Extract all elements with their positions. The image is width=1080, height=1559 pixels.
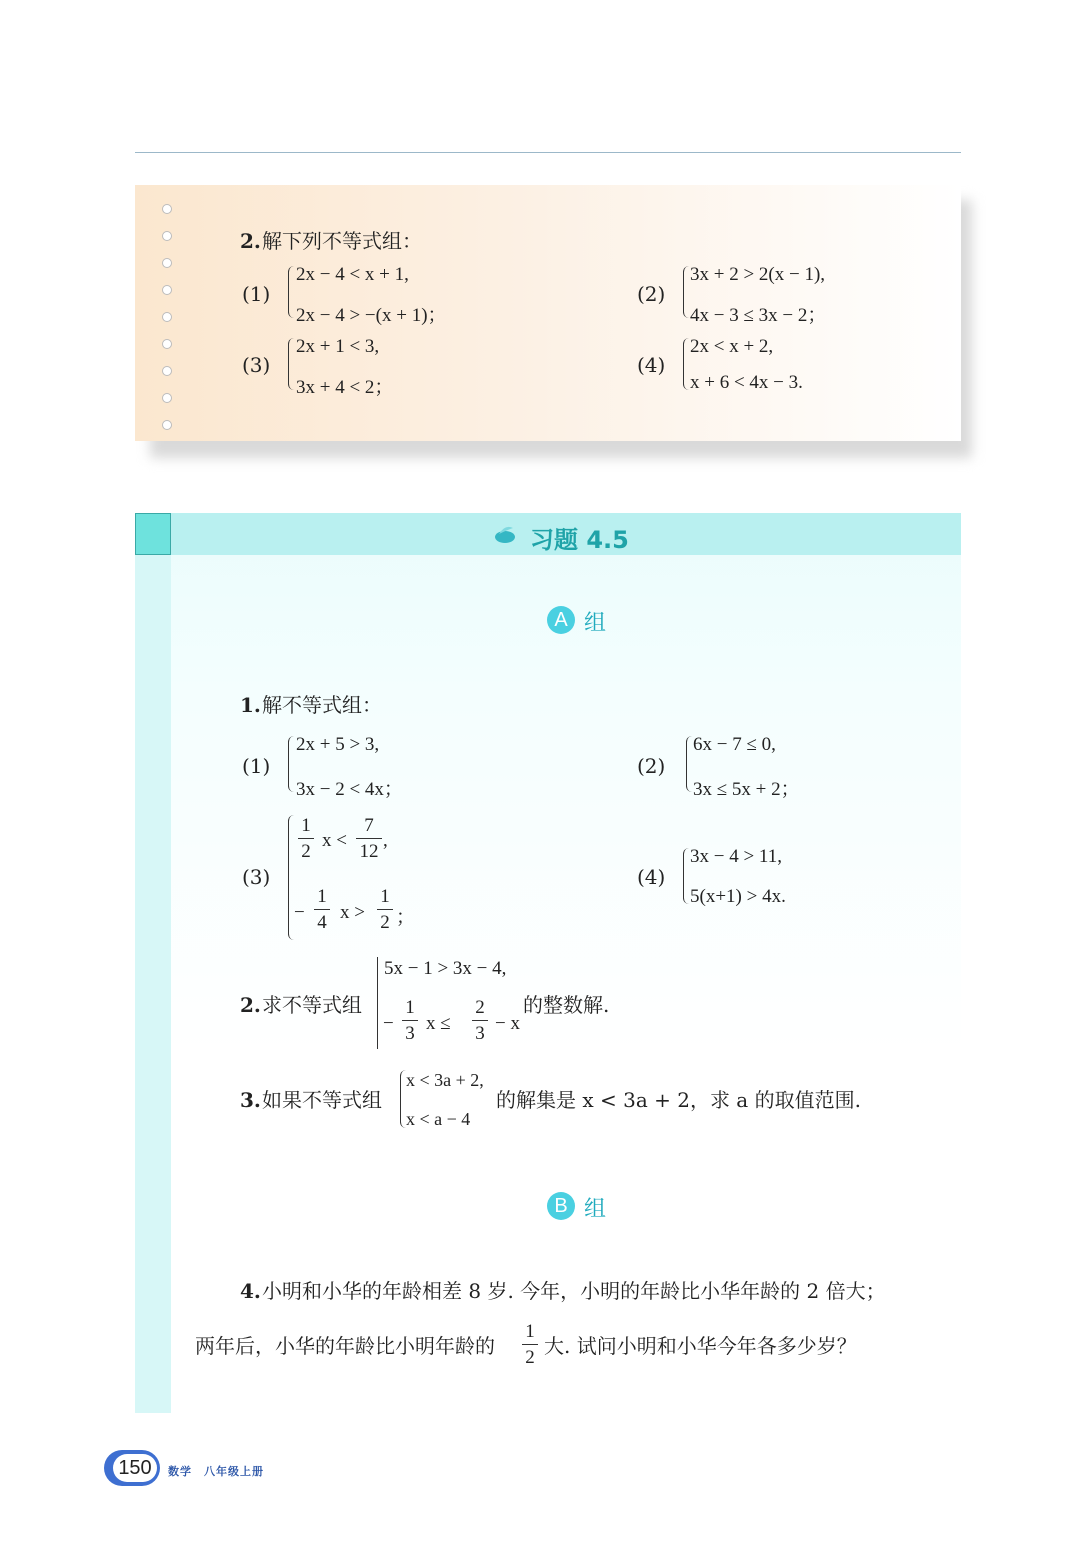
q4-line1: 小明和小华的年龄相差 8 岁. 今年，小明的年龄比小华年龄的 2 倍大； xyxy=(262,1279,886,1303)
q4-number: 4. xyxy=(240,1279,261,1303)
system-brace xyxy=(288,266,295,318)
fraction-denominator: 2 xyxy=(380,912,390,933)
inequality: 2x < x + 2, xyxy=(690,336,774,357)
top-rule xyxy=(135,152,961,153)
page-number: 150 xyxy=(113,1454,157,1482)
system-brace xyxy=(686,736,693,792)
fraction-numerator: 1 xyxy=(405,997,415,1018)
group-a-label: 组 xyxy=(584,611,607,636)
fraction-denominator: 12 xyxy=(359,841,379,862)
system-brace xyxy=(288,338,295,390)
exercise-section xyxy=(135,513,961,1413)
fraction xyxy=(356,816,382,861)
punctuation: ； xyxy=(396,907,416,928)
inequality: 2x + 5 > 3, xyxy=(296,734,380,755)
banner-box xyxy=(135,513,171,555)
ring-hole xyxy=(162,258,172,268)
fraction-denominator: 3 xyxy=(405,1023,415,1044)
inequality-middle: x < xyxy=(322,830,347,851)
inequality-middle: x > xyxy=(340,902,365,923)
inequality: 5(x+1) > 4x. xyxy=(690,886,786,907)
ring-hole xyxy=(162,231,172,241)
q1-item-label: (4) xyxy=(637,865,666,889)
ring-hole xyxy=(162,366,172,376)
fraction-denominator: 2 xyxy=(525,1347,535,1368)
fraction-numerator: 1 xyxy=(301,815,311,836)
card-problem-number: 2. xyxy=(240,229,261,253)
card-item-label: (4) xyxy=(637,353,666,377)
system-brace xyxy=(288,736,295,792)
inequality: 4x − 3 ≤ 3x − 2； xyxy=(690,305,827,326)
system-brace xyxy=(683,848,690,904)
system-brace xyxy=(377,957,384,1049)
book-title: 数学 八年级上册 xyxy=(168,1465,264,1478)
inequality: 3x − 2 < 4x； xyxy=(296,779,403,800)
inequality-tail: − x xyxy=(495,1013,520,1034)
fraction xyxy=(377,887,393,932)
ring-hole xyxy=(162,339,172,349)
section-title: 习题 4.5 xyxy=(530,526,629,554)
inequality: 2x + 1 < 3, xyxy=(296,336,380,357)
q3-number: 3. xyxy=(240,1088,261,1112)
q4-line2-after: 大. 试问小明和小华今年各多少岁？ xyxy=(544,1334,857,1358)
q3-text-after: 的解集是 x < 3a + 2，求 a 的取值范围. xyxy=(496,1088,861,1112)
inequality-middle: x ≤ xyxy=(426,1013,451,1034)
group-b-label: 组 xyxy=(584,1197,607,1222)
inequality: 6x − 7 ≤ 0, xyxy=(693,734,776,755)
fraction xyxy=(472,998,488,1043)
leaf-icon xyxy=(493,524,517,544)
fraction-numerator: 1 xyxy=(380,886,390,907)
group-a-badge: A xyxy=(547,606,575,634)
q2-text-before: 求不等式组 xyxy=(262,993,362,1017)
q2-text-after: 的整数解. xyxy=(523,993,610,1017)
q2-number: 2. xyxy=(240,993,261,1017)
fraction-denominator: 2 xyxy=(301,841,311,862)
inequality: 2x − 4 > −(x + 1)； xyxy=(296,305,447,326)
fraction-denominator: 3 xyxy=(475,1023,485,1044)
q1-item-label: (1) xyxy=(242,754,271,778)
fraction-numerator: 1 xyxy=(317,886,327,907)
fraction xyxy=(522,1322,538,1367)
ring-hole xyxy=(162,285,172,295)
fraction xyxy=(298,816,314,861)
notepad-card xyxy=(135,185,961,441)
group-b-badge: B xyxy=(547,1192,575,1220)
q1-text: 解不等式组： xyxy=(262,693,382,717)
q4-line2-before: 两年后，小华的年龄比小明年龄的 xyxy=(195,1334,495,1358)
fraction-numerator: 1 xyxy=(525,1321,535,1342)
card-item-label: (2) xyxy=(637,282,666,306)
inequality: x + 6 < 4x − 3. xyxy=(690,372,803,393)
inequality: 3x ≤ 5x + 2； xyxy=(693,779,800,800)
card-item-label: (3) xyxy=(242,353,271,377)
minus-sign: − xyxy=(383,1013,394,1034)
inequality: 5x − 1 > 3x − 4, xyxy=(384,958,507,979)
q1-item-label: (3) xyxy=(242,865,271,889)
q1-item-label: (2) xyxy=(637,754,666,778)
ring-hole xyxy=(162,393,172,403)
q1-number: 1. xyxy=(240,693,261,717)
inequality: 3x − 4 > 11, xyxy=(690,846,782,867)
inequality: 3x + 4 < 2； xyxy=(296,377,394,398)
ring-hole xyxy=(162,204,172,214)
card-item-label: (1) xyxy=(242,282,271,306)
inequality: x < a − 4 xyxy=(406,1109,471,1129)
ring-hole xyxy=(162,420,172,430)
fraction xyxy=(402,998,418,1043)
punctuation: , xyxy=(383,830,388,851)
system-brace xyxy=(683,338,690,390)
card-problem-title: 解下列不等式组： xyxy=(262,229,422,253)
fraction-denominator: 4 xyxy=(317,912,327,933)
inequality: 2x − 4 < x + 1, xyxy=(296,264,409,285)
fraction-numerator: 7 xyxy=(364,815,374,836)
inequality: x < 3a + 2, xyxy=(406,1070,484,1090)
q3-text-before: 如果不等式组 xyxy=(262,1088,382,1112)
ring-hole xyxy=(162,312,172,322)
fraction xyxy=(314,887,330,932)
section-side-strip xyxy=(135,513,171,1413)
fraction-numerator: 2 xyxy=(475,997,485,1018)
minus-sign: − xyxy=(294,902,305,923)
inequality: 3x + 2 > 2(x − 1), xyxy=(690,264,826,285)
system-brace xyxy=(683,266,690,318)
